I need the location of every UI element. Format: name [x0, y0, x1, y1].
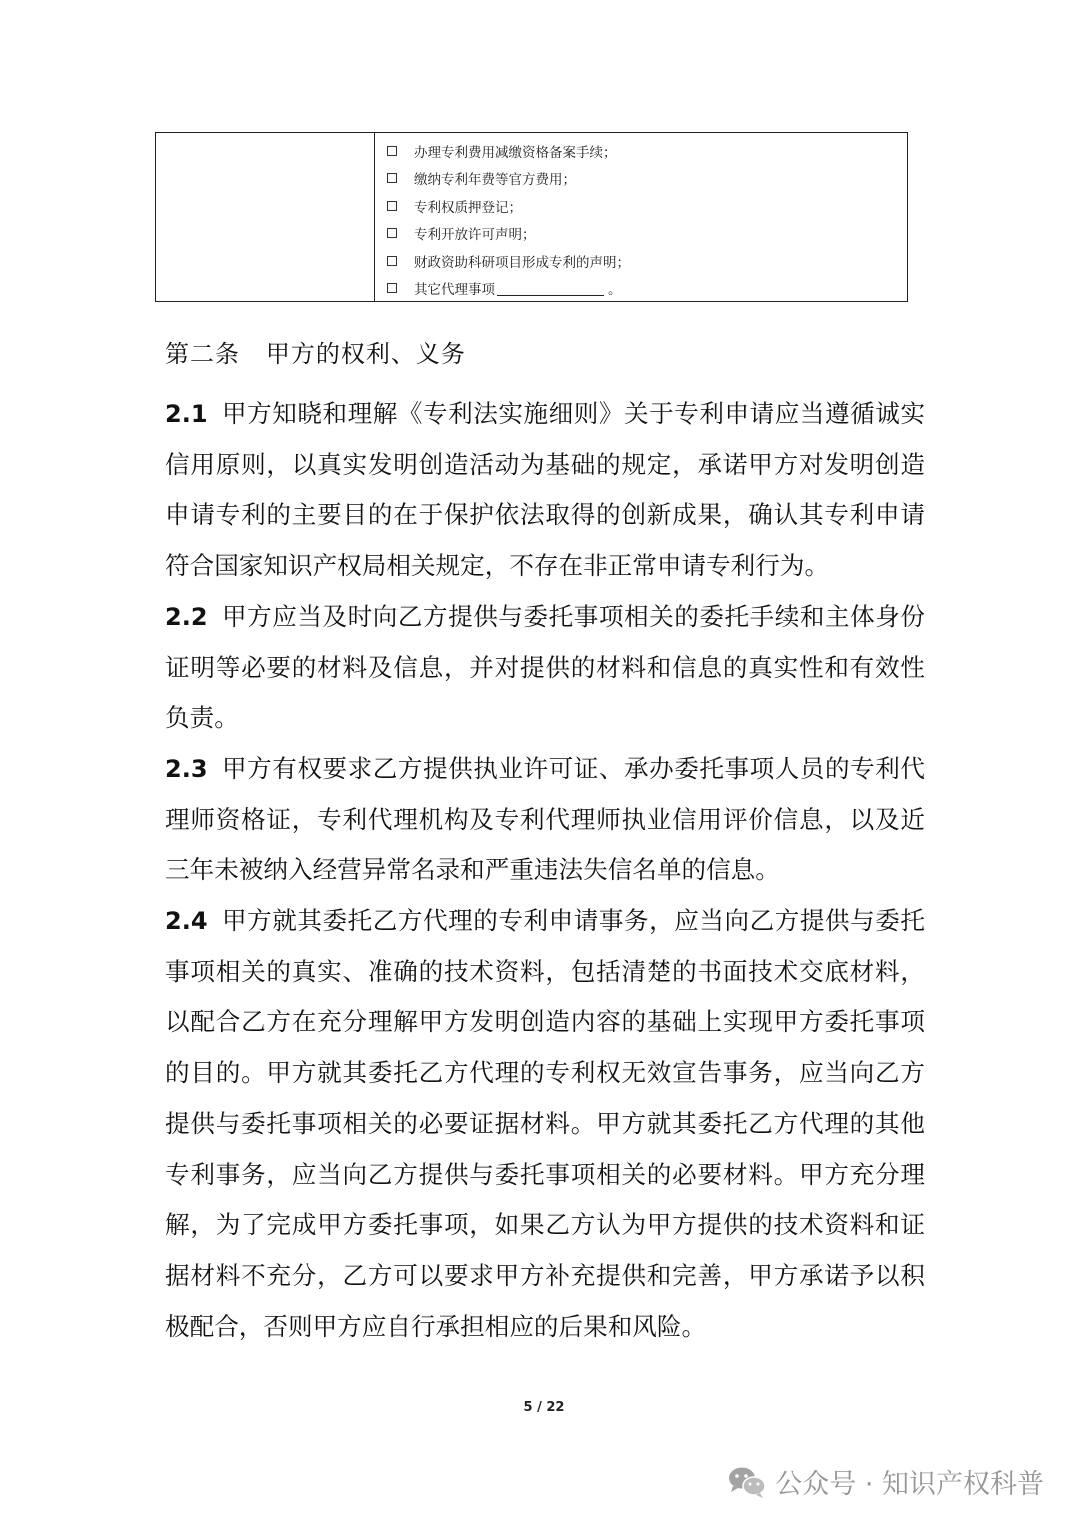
- checkbox[interactable]: [387, 146, 397, 156]
- clause-text: 甲方知晓和理解《专利法实施细则》关于专利申请应当遵循诚实信用原则，以真实发明创造活动为基础的规定，承诺甲方对发明创造申请专利的主要目的在于保护依法取得的创新成果，确认其专利申请符合国家知识产权局相关规定，不存在非正常申请专利行为。: [165, 399, 925, 581]
- option-row: [375, 192, 907, 220]
- page-number: 5 / 22: [523, 1400, 565, 1415]
- clause-number: 2.1: [165, 400, 208, 428]
- option-row: [375, 165, 907, 193]
- option-label: 缴纳专利年费等官方费用；: [414, 172, 576, 189]
- wechat-icon: [727, 1465, 767, 1499]
- fill-in-blank[interactable]: [497, 281, 604, 296]
- option-row: [375, 137, 907, 165]
- option-label: 财政资助科研项目形成专利的声明；: [414, 254, 630, 271]
- clause-number: 2.3: [165, 755, 208, 783]
- checkbox[interactable]: [387, 201, 397, 211]
- section-heading: 第二条 甲方的权利、义务: [165, 340, 466, 368]
- checkbox[interactable]: [387, 228, 397, 238]
- clause-text: 甲方有权要求乙方提供执业许可证、承办委托事项人员的专利代理师资格证，专利代理机构及专利代理师执业信用评价信息，以及近三年未被纳入经营异常名录和严重违法失信名单的信息。: [165, 754, 925, 885]
- option-label: 专利权质押登记；: [414, 199, 522, 216]
- checkbox[interactable]: [387, 283, 397, 293]
- checkbox[interactable]: [387, 173, 397, 183]
- option-label: 专利开放许可声明；: [414, 227, 536, 244]
- clause-number: 2.2: [165, 603, 208, 631]
- option-row: [375, 247, 907, 275]
- option-row: [375, 220, 907, 248]
- clause-text: 甲方应当及时向乙方提供与委托事项相关的委托手续和主体身份证明等必要的材料及信息，并对提供的材料和信息的真实性和有效性负责。: [165, 602, 925, 733]
- clause-paragraph: [165, 389, 925, 592]
- watermark: [727, 1462, 1044, 1501]
- option-row-other: [375, 275, 907, 303]
- watermark-text: 公众号 · 知识产权科普: [775, 1469, 1044, 1500]
- option-label: 办理专利费用减缴资格备案手续；: [414, 144, 617, 161]
- option-label: 其它代理事项: [414, 282, 495, 299]
- clause-paragraph: [165, 592, 925, 744]
- table-options-cell: [375, 133, 907, 301]
- clause-text: 甲方就其委托乙方代理的专利申请事务，应当向乙方提供与委托事项相关的真实、准确的技术资料，包括清楚的书面技术交底材料，以配合乙方在充分理解甲方发明创造内容的基础上实现甲方委托事项的目的。甲方就其委托乙方代理的专利权无效宣告事务，应当向乙方提供与委托事项相关的必要证据材料。甲方就其委托乙方代理的其他专利事务，应当向乙方提供与委托事项相关的必要材料。甲方充分理解，为了完成甲方委托事项，如果乙方认为甲方提供的技术资料和证据材料不充分，乙方可以要求甲方补充提供和完善，甲方承诺予以积极配合，否则甲方应自行承担相应的后果和风险。: [165, 906, 925, 1341]
- checkbox[interactable]: [387, 256, 397, 266]
- delegation-items-table: [155, 132, 908, 302]
- clause-number: 2.4: [165, 907, 208, 935]
- clause-paragraph: [165, 896, 925, 1352]
- option-suffix: 。: [608, 282, 622, 299]
- table-left-cell: [156, 133, 375, 301]
- clause-paragraph: [165, 744, 925, 896]
